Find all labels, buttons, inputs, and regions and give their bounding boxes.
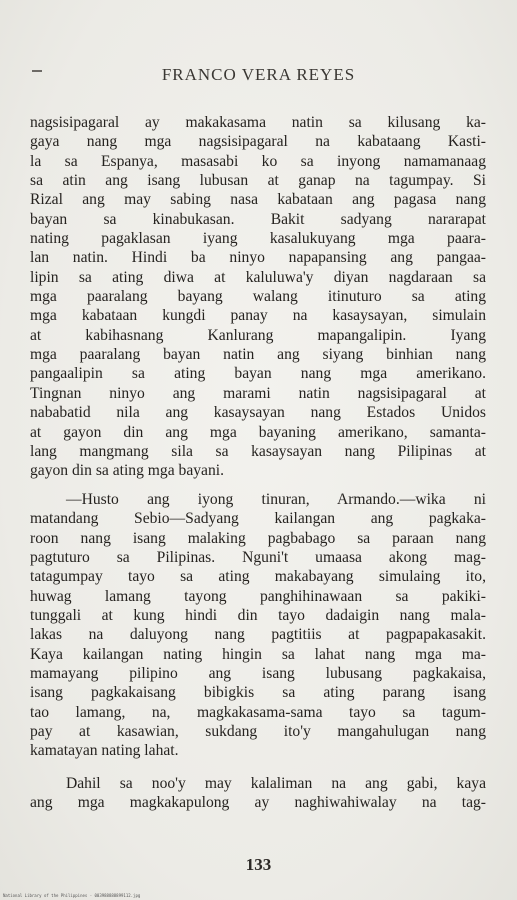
paragraph-line: lang mangmang sila sa kasaysayan nang Pilipinas at <box>30 442 486 460</box>
paragraph-line: tunggali at kung hindi din tayo dadaigin nang mala- <box>30 607 486 625</box>
paragraph-line: gayon din sa ating mga bayani. <box>30 462 225 480</box>
paragraph-line: mga paaralang bayang walang itinuturo sa ating <box>30 288 486 306</box>
paragraph-line: mga paaralang bayan natin ang siyang binhian nang <box>30 346 486 364</box>
paragraph-2 <box>30 490 486 761</box>
scan-credit: National Library of the Philippines · 003988888899112.jpg <box>3 893 141 898</box>
paragraph-line: at gayon din ang mga bayaning amerikano, samanta- <box>30 423 486 441</box>
paragraph-line: lakas na daluyong nang pagtitiis at pagpapakasakit. <box>30 626 486 644</box>
paragraph-line: roon nang isang malaking pagbabago sa paraan nang <box>30 529 486 547</box>
paragraph-line: nababatid nila ang kasaysayan nang Estados Unidos <box>30 404 486 422</box>
paragraph-line: nagsisipagaral ay makakasama natin sa kilusang ka- <box>30 114 486 131</box>
page-number: 133 <box>245 855 272 874</box>
paragraph-line: pangaalipin sa ating bayan nang mga amerikano. <box>30 365 486 383</box>
paragraph-line: ang mga magkakapulong ay naghiwahiwalay na tag- <box>30 794 486 812</box>
paragraph-line: lipin sa ating diwa at kaluluwa'y diyan nagdaraan sa <box>30 268 486 286</box>
paragraph-line: matandang Sebio—Sadyang kailangan ang pagkaka- <box>30 510 486 528</box>
paragraph-line: mga kabataan kungdi panay na kasaysayan, simulain <box>30 307 486 325</box>
paragraph-line: tao lamang, na, magkakasama-sama tayo sa tagum- <box>30 703 486 721</box>
paragraph-line: Rizal ang may sabing nasa kabataan ang pagasa nang <box>30 191 486 209</box>
paragraph-line: nating pagaklasan iyang kasalukuyang mga paara- <box>30 230 486 248</box>
paragraph-line: at kabihasnang Kanlurang mapangalipin. Iyang <box>30 326 486 344</box>
paragraph-line: tatagumpay tayo sa ating makabayang simulaing ito, <box>30 568 486 586</box>
paragraph-line: isang pagkakaisang bibigkis sa ating parang isang <box>30 684 486 702</box>
paragraph-line: gaya nang mga nagsisipagaral na kabataang Kasti- <box>30 133 486 151</box>
running-head: FRANCO VERA REYES <box>161 65 356 84</box>
paragraph-1 <box>30 113 486 481</box>
paragraph-line: kamatayan nating lahat. <box>30 742 179 760</box>
paragraph-line: sa atin ang isang lubusan at ganap na tagumpay. Si <box>30 172 486 190</box>
paragraph-line: lan natin. Hindi ba ninyo napapansing ang pangaa- <box>30 249 486 267</box>
paragraph-line: pagtuturo sa Pilipinas. Nguni't umaasa akong mag- <box>30 549 486 567</box>
paragraph-line: la sa Espanya, masasabi ko sa inyong namamanaag <box>30 152 486 170</box>
paragraph-line: bayan sa kinabukasan. Bakit sadyang nararapat <box>30 210 486 228</box>
paragraph-line: mamayang pilipino ang isang lubusang pagkakaisa, <box>30 665 486 683</box>
paragraph-line: Tingnan ninyo ang marami natin nagsisipagaral at <box>30 384 486 402</box>
paragraph-line: huwag lamang tayong panghihinawaan sa pakiki- <box>30 587 486 605</box>
paragraph-3 <box>30 774 486 813</box>
paragraph-line: Kaya kailangan nating hingin sa lahat nang mga ma- <box>30 645 486 663</box>
paragraph-line: pay at kasawian, sukdang ito'y mangahulugan nang <box>30 723 486 741</box>
paragraph-line: —Husto ang iyong tinuran, Armando.—wika ni <box>66 491 486 508</box>
paragraph-line: Dahil sa noo'y may kalaliman na ang gabi, kaya <box>66 775 486 792</box>
